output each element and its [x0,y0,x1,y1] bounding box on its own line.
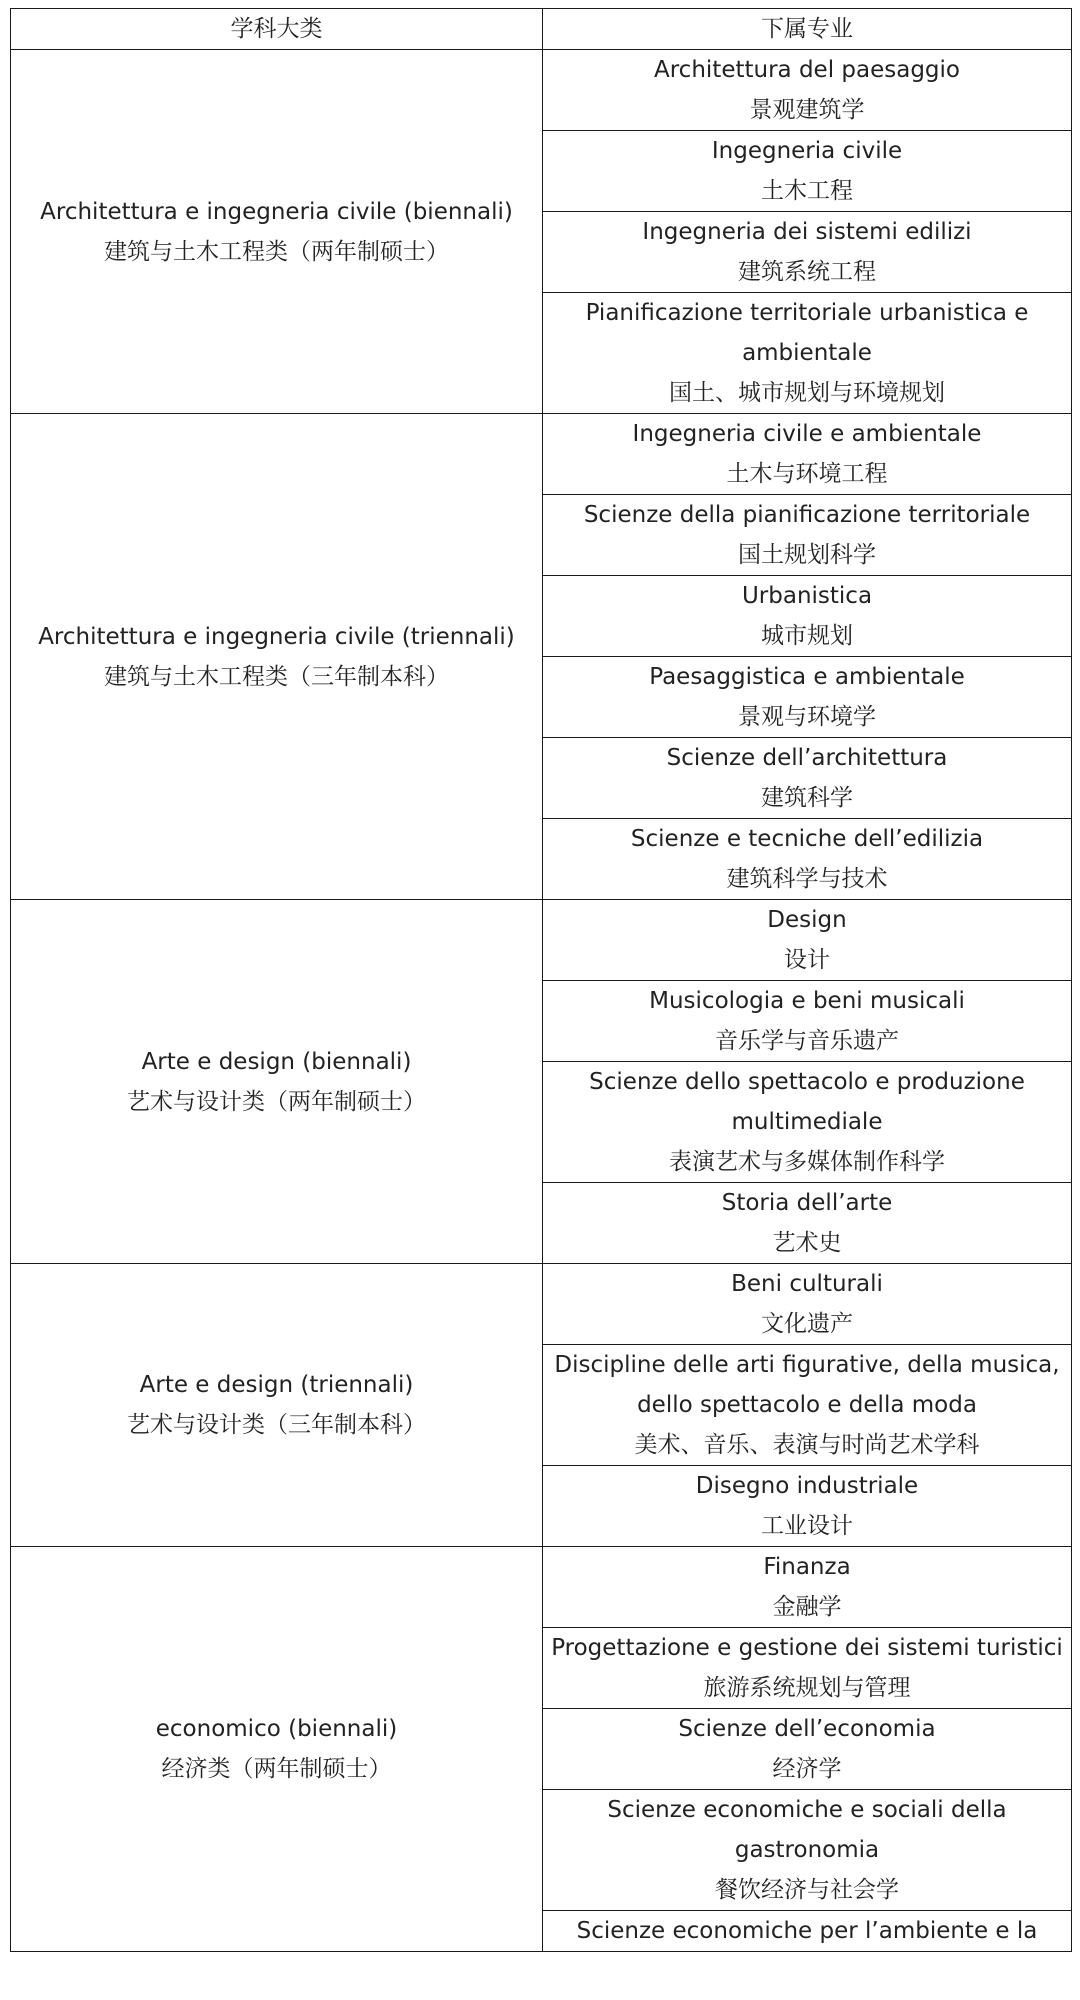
major-italian-name: Architettura del paesaggio [654,57,960,83]
major-italian-name: Ingegneria civile e ambientale [632,421,982,447]
major-chinese-name: 经济学 [772,1756,842,1782]
major-chinese-name: 建筑系统工程 [738,259,876,285]
category-italian-name: Architettura e ingegneria civile (biennali) [40,198,513,225]
major-italian-name: Discipline delle arti figurative, della musica, dello spettacolo e della moda [554,1352,1060,1418]
major-cell [543,1264,1072,1345]
major-cell [543,1628,1072,1709]
category-chinese-name: 艺术与设计类（三年制本科） [127,1412,426,1438]
major-italian-name: Scienze dello spettacolo e produzione multimediale [589,1069,1025,1135]
major-chinese-name: 土木与环境工程 [726,461,888,487]
table-row [11,1547,1072,1628]
major-chinese-name: 建筑科学与技术 [726,866,888,892]
category-chinese-name: 建筑与土木工程类（两年制硕士） [104,238,449,265]
major-chinese-name: 景观建筑学 [749,97,865,123]
major-chinese-name: 城市规划 [761,623,853,649]
major-cell [543,1709,1072,1790]
category-italian-name: Arte e design (triennali) [139,1372,414,1398]
major-chinese-name: 表演艺术与多媒体制作科学 [669,1149,945,1175]
major-cell [543,981,1072,1062]
major-chinese-name: 建筑科学 [761,785,853,811]
category-italian-name: economico (biennali) [155,1716,398,1742]
major-italian-name: Urbanistica [741,583,873,609]
major-cell [543,1547,1072,1628]
major-chinese-name: 音乐学与音乐遗产 [715,1028,899,1054]
header-category: 学科大类 [11,9,543,50]
table-row [11,414,1072,495]
major-cell [543,738,1072,819]
major-cell [543,131,1072,212]
major-chinese-name: 国土、城市规划与环境规划 [669,380,945,406]
major-italian-name: Disegno industriale [695,1473,919,1499]
major-chinese-name: 设计 [784,947,830,973]
major-italian-name: Scienze e tecniche dell’edilizia [630,826,984,852]
major-italian-name: Finanza [763,1554,851,1580]
major-italian-name: Beni culturali [731,1271,883,1297]
table-row [11,50,1072,131]
category-chinese-name: 经济类（两年制硕士） [161,1756,392,1782]
category-italian-name: Arte e design (biennali) [141,1048,412,1075]
category-cell [11,1264,543,1547]
category-italian-name: Architettura e ingegneria civile (triennali) [38,623,515,650]
majors-table [10,8,1072,1952]
major-cell [543,50,1072,131]
major-cell [543,576,1072,657]
major-cell [543,414,1072,495]
category-cell [11,1547,543,1952]
major-italian-name: Pianificazione territoriale urbanistica e ambientale [585,300,1029,366]
major-cell [543,819,1072,900]
major-italian-name: Paesaggistica e ambientale [649,664,965,690]
category-chinese-name: 建筑与土木工程类（三年制本科） [104,663,449,690]
category-cell [11,900,543,1264]
major-cell [543,495,1072,576]
major-chinese-name: 旅游系统规划与管理 [703,1675,911,1701]
major-italian-name: Storia dell’arte [721,1190,893,1216]
major-italian-name: Musicologia e beni musicali [649,988,965,1014]
major-chinese-name: 餐饮经济与社会学 [715,1877,899,1903]
major-chinese-name: 文化遗产 [761,1311,853,1337]
major-italian-name: Ingegneria civile [711,138,903,164]
major-chinese-name: 美术、音乐、表演与时尚艺术学科 [634,1432,980,1458]
major-italian-name: Scienze economiche per l’ambiente e la [576,1918,1038,1944]
major-cell [543,1911,1072,1952]
major-italian-name: Progettazione e gestione dei sistemi turistici [551,1635,1063,1661]
major-italian-name: Scienze economiche e sociali della gastronomia [607,1797,1007,1863]
table-row [11,900,1072,981]
major-cell [543,212,1072,293]
major-cell [543,657,1072,738]
major-cell [543,1466,1072,1547]
header-majors: 下属专业 [543,9,1072,50]
category-chinese-name: 艺术与设计类（两年制硕士） [127,1088,426,1115]
major-chinese-name: 金融学 [772,1594,842,1620]
major-chinese-name: 工业设计 [761,1513,853,1539]
category-cell [11,50,543,414]
major-chinese-name: 国土规划科学 [738,542,876,568]
major-cell [543,293,1072,414]
major-cell [543,1062,1072,1183]
major-cell [543,1790,1072,1911]
category-cell [11,414,543,900]
major-cell [543,1183,1072,1264]
major-chinese-name: 艺术史 [772,1230,842,1256]
major-italian-name: Scienze dell’architettura [666,745,948,771]
header-row [11,9,1072,50]
major-cell [543,900,1072,981]
table-row [11,1264,1072,1345]
major-italian-name: Ingegneria dei sistemi edilizi [642,219,972,245]
major-cell [543,1345,1072,1466]
major-italian-name: Scienze dell’economia [678,1716,936,1742]
major-chinese-name: 土木工程 [761,178,853,204]
major-italian-name: Design [767,907,847,933]
major-italian-name: Scienze della pianificazione territoriale [583,502,1031,528]
major-chinese-name: 景观与环境学 [738,704,876,730]
